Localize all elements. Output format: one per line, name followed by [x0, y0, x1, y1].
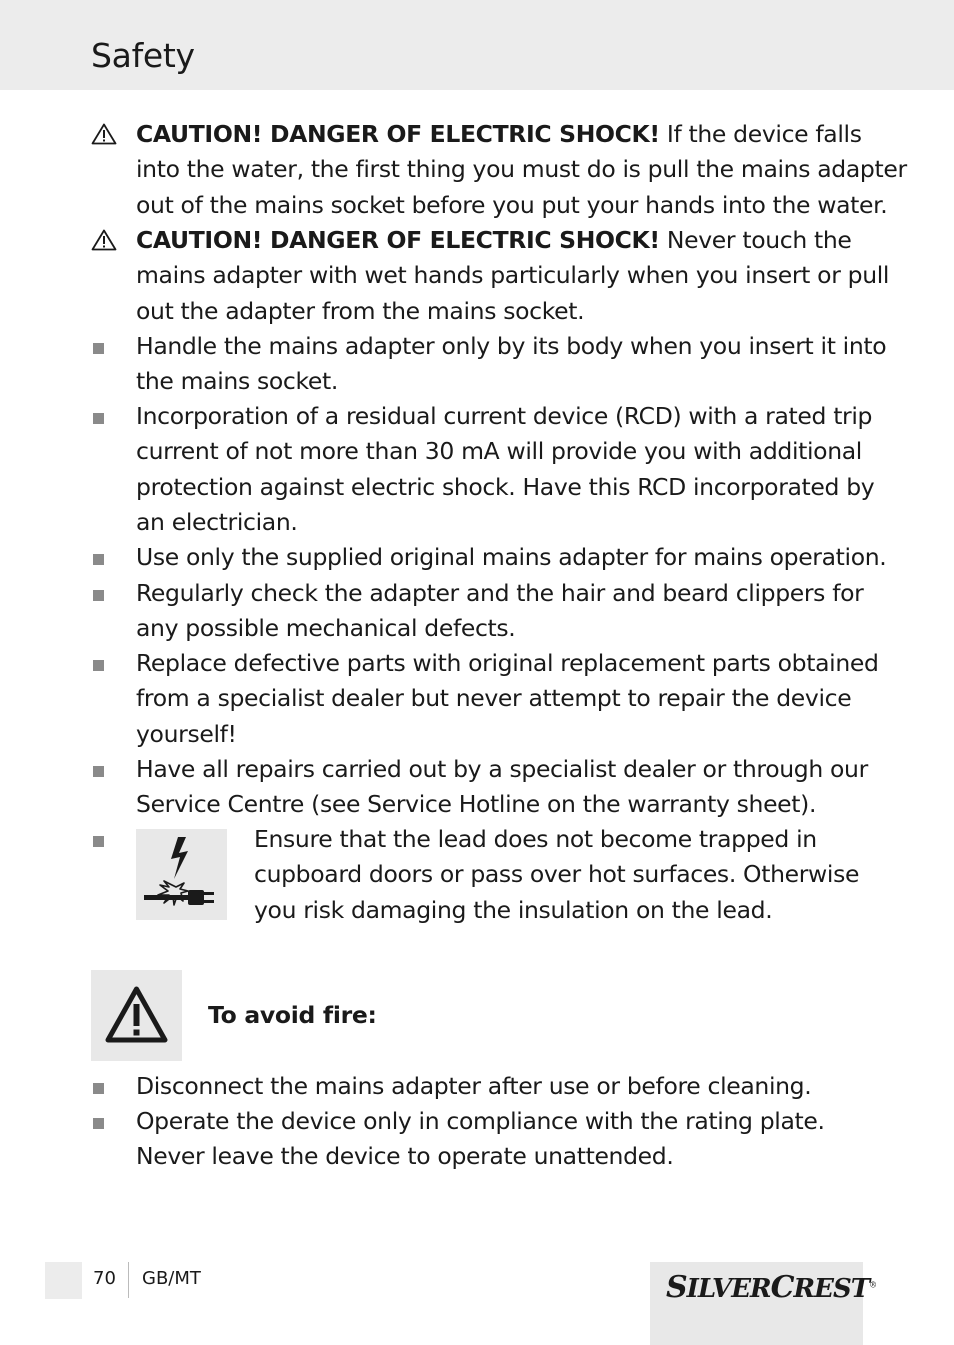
- list-item-text: Use only the supplied original mains adapter for mains operation.: [136, 543, 887, 571]
- list-item-text: Operate the device only in compliance with the rating plate. Never leave the device to operate unattended.: [136, 1107, 825, 1171]
- list-item-text: Regularly check the adapter and the hair and beard clippers for any possible mechanical defects.: [136, 579, 864, 643]
- warning-triangle-icon: [91, 123, 117, 145]
- caution-label: CAUTION! DANGER OF ELECTRIC SHOCK!: [136, 226, 660, 254]
- bullet-square-icon: [93, 554, 104, 565]
- bullet-square-icon: [93, 413, 104, 424]
- bullet-square-icon: [93, 1083, 104, 1094]
- bullet-square-icon: [93, 343, 104, 354]
- footer-divider: [128, 1262, 129, 1298]
- bullet-square-icon: [93, 836, 104, 847]
- list-item-text: Replace defective parts with original replacement parts obtained from a specialist dealer but never attempt to repair the device yourself!: [136, 649, 879, 748]
- list-item-text: Have all repairs carried out by a specialist dealer or through our Service Centre (see Service Hotline on the warranty sheet).: [136, 755, 868, 819]
- language-code: GB/MT: [142, 1268, 201, 1289]
- bullet-square-icon: [93, 660, 104, 671]
- warning-marker: [91, 223, 121, 251]
- page-number: 70: [93, 1268, 116, 1289]
- list-item-text: CAUTION! DANGER OF ELECTRIC SHOCK! If the device falls into the water, the first thing you must do is pull the mains adapter out of the mains socket before you put your hands into the water.: [136, 120, 907, 219]
- electric-shock-lead-icon: [136, 829, 227, 920]
- brand-logo: SILVERCREST®: [666, 1270, 877, 1305]
- list-item-text: Ensure that the lead does not become trapped in cupboard doors or pass over hot surfaces. Otherwise you risk damaging the insulation on the lead.: [254, 825, 860, 924]
- list-item-text: Disconnect the mains adapter after use or before cleaning.: [136, 1072, 812, 1100]
- list-item-text: Incorporation of a residual current device (RCD) with a rated trip current of not more than 30 mA will provide you with additional protection against electric shock. Have this RCD incorporated by an electrician.: [136, 402, 875, 536]
- bullet-square-icon: [93, 1118, 104, 1129]
- large-warning-icon: [91, 970, 182, 1061]
- warning-triangle-icon: [91, 229, 117, 251]
- bullet-square-icon: [93, 590, 104, 601]
- page-title: Safety: [91, 36, 195, 75]
- list-item-text: Handle the mains adapter only by its body when you insert it into the mains socket.: [136, 332, 887, 396]
- fire-warning-box: [91, 970, 182, 1061]
- footer-tab: [45, 1262, 82, 1299]
- list-item-text: CAUTION! DANGER OF ELECTRIC SHOCK! Never touch the mains adapter with wet hands particularly when you insert or pull out the adapter from the mains socket.: [136, 226, 890, 325]
- fire-section-heading: To avoid fire:: [208, 1001, 377, 1029]
- pictogram-box: [136, 829, 227, 920]
- page-header: [0, 0, 954, 90]
- brand-box: [650, 1262, 877, 1345]
- warning-marker: [91, 117, 121, 145]
- bullet-square-icon: [93, 766, 104, 777]
- caution-label: CAUTION! DANGER OF ELECTRIC SHOCK!: [136, 120, 660, 148]
